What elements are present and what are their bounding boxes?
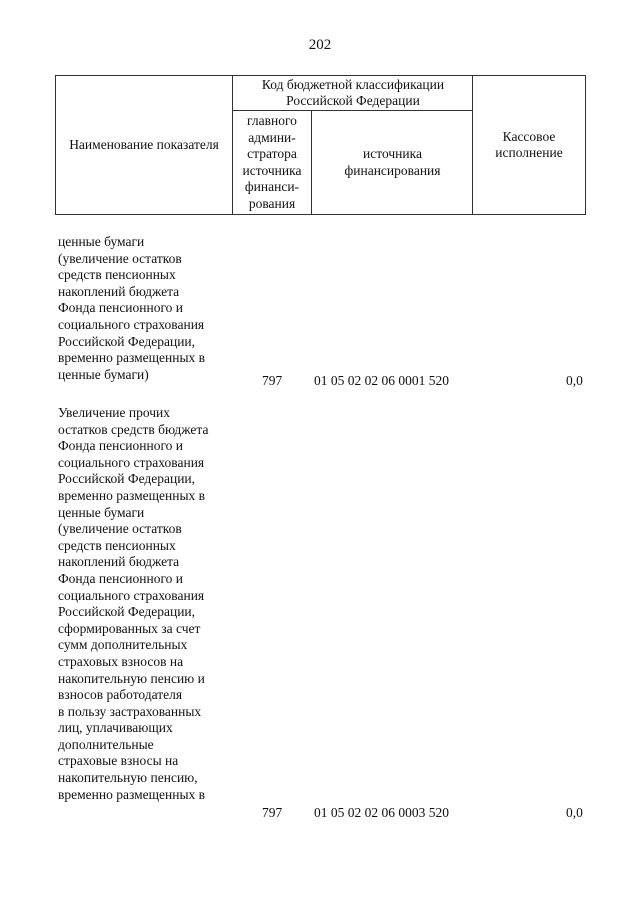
table-row-name: Увеличение прочих остатков средств бюджета Фонда пенсионного и социального страхования Российской Федерации, временно размещенных в ценные бумаги (увеличение остатков средств пенсионных накоплений бюджета Фонда пенсионного и социального страхования Российской Федерации, сформированных за счет сумм дополнительных страховых взносов на накопительную пенсию и взносов работодателя в пользу застрахованных лиц, уплачивающих дополнительные страховые взносы на накопительную пенсию, временно размещенных в <box>58 405 209 802</box>
table-row-admin: 797 <box>262 805 283 820</box>
page-number: 202 <box>308 37 332 53</box>
admin-col-divider <box>311 110 312 215</box>
source-col-divider <box>472 75 473 215</box>
table-row-value: 0,0 <box>566 805 583 820</box>
table-header-bottom-border <box>55 214 586 215</box>
table-row-admin: 797 <box>262 373 283 388</box>
table-right-border <box>585 75 586 215</box>
header-source-column: источника финансирования <box>344 146 441 178</box>
header-name-column: Наименование показателя <box>69 136 219 152</box>
table-row-value: 0,0 <box>566 373 583 388</box>
table-row-code: 01 05 02 02 06 0001 520 <box>314 373 449 388</box>
header-exec-column: Кассовое исполнение <box>495 128 563 160</box>
table-row-code: 01 05 02 02 06 0003 520 <box>314 805 449 820</box>
header-admin-column: главного админи- стратора источника финанси- рования <box>242 113 302 211</box>
table-row-name: ценные бумаги (увеличение остатков средств пенсионных накоплений бюджета Фонда пенсионного и социального страхования Российской Федерации, временно размещенных в ценные бумаги) <box>58 234 206 382</box>
header-code-group: Код бюджетной классификации Российской Федерации <box>261 76 445 108</box>
